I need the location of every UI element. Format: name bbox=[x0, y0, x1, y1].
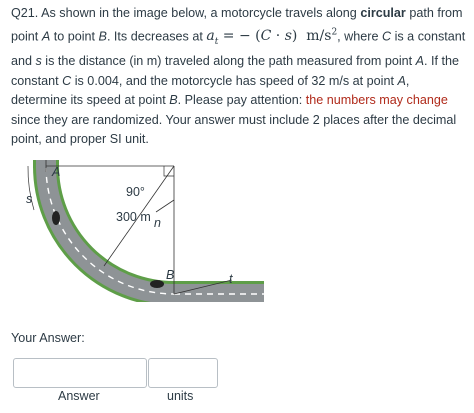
deceleration-formula: $a_t$ = − (C · s) $m/s^2$ bbox=[206, 27, 338, 47]
road bbox=[46, 166, 174, 294]
circular-track-diagram bbox=[24, 160, 264, 302]
motorcycle-bottom bbox=[150, 280, 164, 288]
randomized-warning: the numbers may change bbox=[305, 93, 448, 108]
label-A: A bbox=[52, 165, 61, 179]
answer-input[interactable] bbox=[13, 358, 147, 388]
your-answer-label: Your Answer: bbox=[11, 331, 85, 345]
question-text: Q21. As shown in the image below, a motorcycle travels along circular path from point A to point B. Its decreases at $a_t$ = − (C · s) $m/s^2$, where C is a constant and s is the distance (in m) traveled along the path measured from point A. If the constant C is 0.004, and the motorcycle has speed of 32 m/s at point A, determine its speed at point B. Please pay attention: the numbers may change since they are randomized. Your answer must include 2 places after the decimal point, and proper SI unit. bbox=[11, 6, 466, 147]
units-input[interactable] bbox=[148, 358, 218, 388]
label-B: B bbox=[166, 268, 175, 282]
label-s: s bbox=[26, 192, 33, 206]
answer-caption: Answer bbox=[58, 389, 100, 403]
label-t: t bbox=[229, 272, 233, 286]
angle-label: 90° bbox=[126, 185, 145, 199]
label-n: n bbox=[154, 216, 161, 230]
units-caption: units bbox=[167, 389, 194, 403]
motorcycle-top bbox=[52, 211, 60, 225]
radius-label: 300 m bbox=[116, 210, 151, 224]
track-figure bbox=[24, 160, 264, 302]
